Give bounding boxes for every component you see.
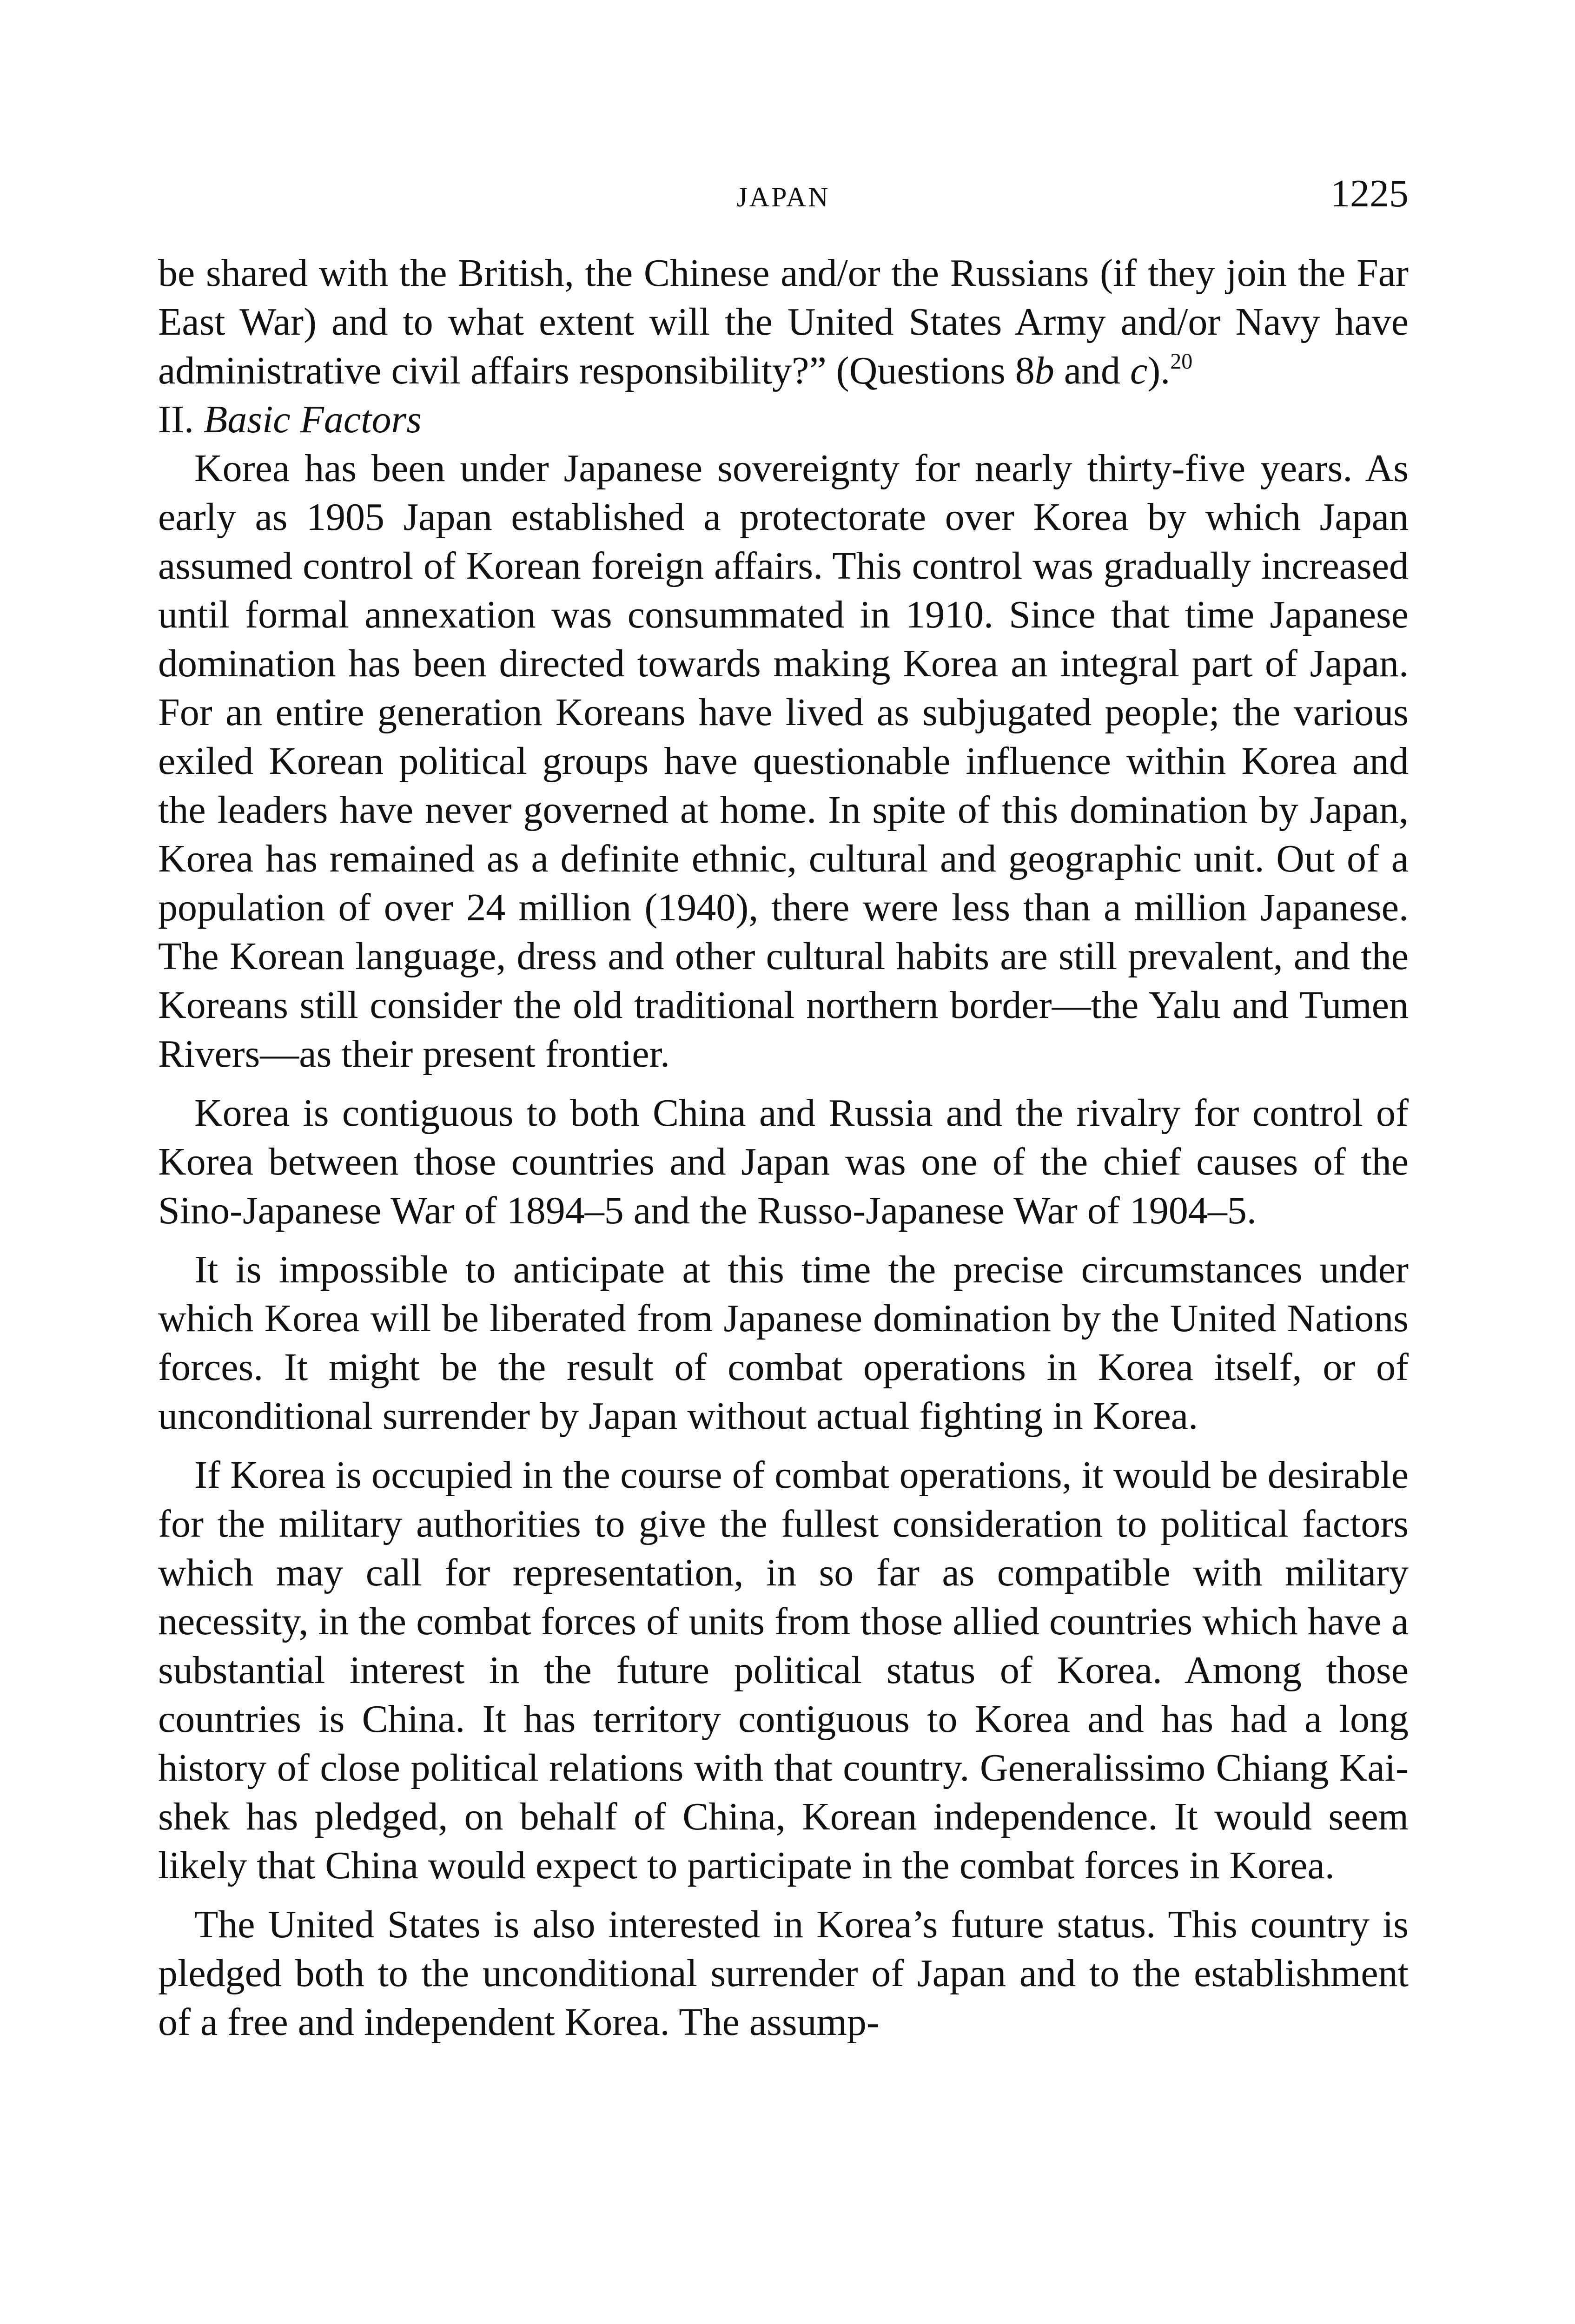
section-heading [158,395,1409,444]
page-number: 1225 [1330,172,1409,215]
running-title: JAPAN [736,182,830,212]
paragraph-combat-operations: If Korea is occupied in the course of combat operations, it would be desirable for the military authorities to give the fullest consideration to political factors which may call for representation, in so far as compatible with military necessity, in the combat forces of units from those allied countries which have a substantial interest in the future political status of Korea. Among those countries is China. It has territory contiguous to Korea and has had a long history of close political relations with that country. Generalissimo Chiang Kai-shek has pledged, on behalf of China, Korean independence. It would seem likely that China would expect to participate in the combat forces in Korea. [158,1453,1409,1887]
continuation-mid: and [1054,349,1130,392]
paragraph-korea-sovereignty: Korea has been under Japanese sovereignty for nearly thirty-five years. As early as 1905 Japan established a protectorate over Korea by which Japan assumed control of Korean foreign affairs. This control was gradually increased until formal annexation was consummated in 1910. Since that time Japanese domination has been directed towards making Korea an integral part of Japan. For an entire generation Koreans have lived as subjugated people; the various exiled Korean political groups have questionable influence within Korea and the leaders have never governed at home. In spite of this domination by Japan, Korea has remained as a definite ethnic, cultural and geographic unit. Out of a population of over 24 million (1940), there were less than a million Japanese. The Korean language, dress and other cultural habits are still prevalent, and the Koreans still consider the old traditional northern border—the Yalu and Tumen Rivers—as their present frontier. [158,447,1409,1076]
running-head [158,171,1409,218]
continuation-text: be shared with the British, the Chinese and/or the Russians (if they join the Far East War) and to what extent will the United States Army and/or Navy have administrative civil affairs responsibility?” (Questions 8 [158,251,1409,392]
section-title: Basic Factors [203,398,422,441]
question-b: b [1034,349,1054,392]
paragraph-korea-contiguous: Korea is contiguous to both China and Russia and the rivalry for control of Korea between those countries and Japan was one of the chief causes of the Sino-Japanese War of 1894–5 and the Russo-Japanese War of 1904–5. [158,1091,1409,1232]
continuation-paragraph [158,249,1409,395]
paragraph-liberation-circumstances: It is impossible to anticipate at this time the precise circumstances under which Korea will be liberated from Japanese domination by the United Nations forces. It might be the result of combat operations in Korea itself, or of unconditional surrender by Japan without actual fighting in Korea. [158,1248,1409,1438]
body-text [158,249,1409,2047]
section-number: II. [158,398,194,441]
question-c: c [1130,349,1148,392]
paragraph-united-states-interest: The United States is also interested in Korea’s future status. This country is pledged both to the unconditional surrender of Japan and to the establishment of a free and independent Korea. The assump- [158,1903,1409,2044]
continuation-end: ). [1147,349,1171,392]
footnote-ref-20: 20 [1170,349,1193,374]
